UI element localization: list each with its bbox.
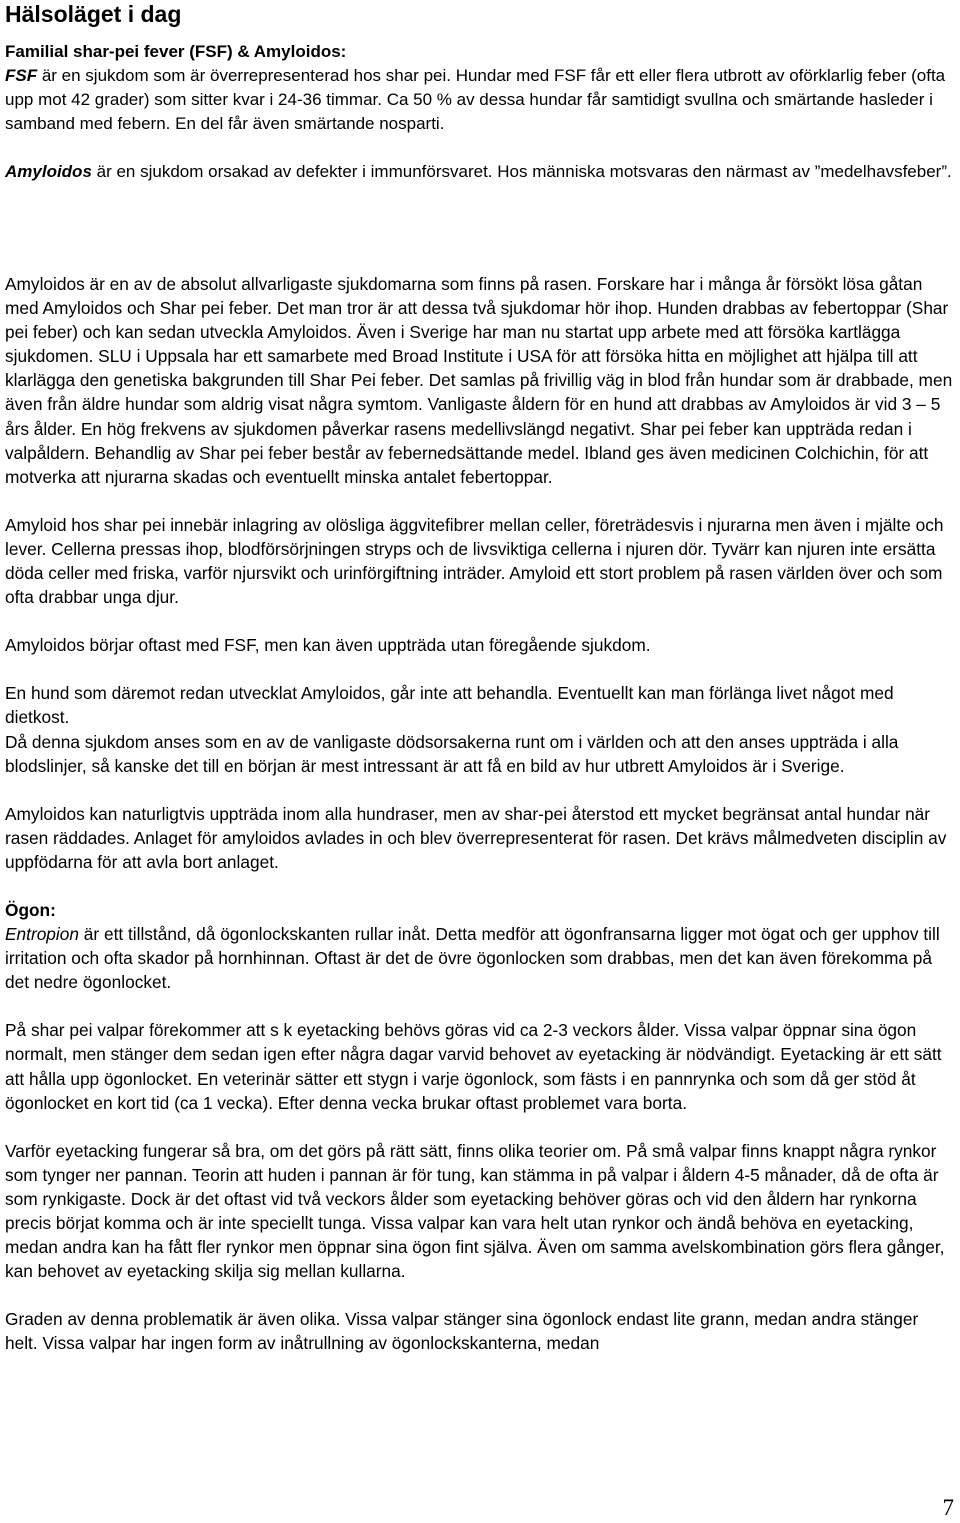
amyloidos-definition-text: är en sjukdom orsakad av defekter i immunförsvaret. Hos människa motsvaras den närmast av ”medelhavsfeber”. — [91, 162, 952, 181]
fsf-term: FSF — [5, 66, 38, 85]
entropion-paragraph — [5, 922, 955, 994]
body-section — [5, 272, 955, 1355]
body-paragraph: Amyloidos börjar oftast med FSF, men kan även uppträda utan föregående sjukdom. — [5, 635, 651, 656]
fsf-heading: Familial shar-pei fever (FSF) & Amyloidos: — [5, 42, 347, 61]
fsf-text: är en sjukdom som är överrepresenterad hos shar pei. Hundar med FSF får ett eller flera utbrott av oförklarlig feber (ofta upp mot 42 grader) som sitter kvar i 24-36 timmar. Ca 50 % av dessa hundar får samtidigt svullna och smärtande hasleder i samband med febern. En del får även smärtande nosparti. — [5, 66, 946, 133]
eyes-paragraph: Varför eyetacking fungerar så bra, om det görs på rätt sätt, finns olika teorier om. På små valpar finns knappt några rynkor som tynger ner pannan. Teorin att huden i pannan är för tung, kan stämma in på valpar i åldern 4-5 månader, då de ofta är som rynkigaste. Dock är det oftast vid två veckors ålder som eyetacking behöver göras och vid den åldern har rynkorna precis börjat komma och är inte speciellt tunga. Vissa valpar kan vara helt utan rynkor och ändå behöva en eyetacking, medan andra kan ha fått fler rynkor men öppnar sina ögon fint själva. Även om samma avelskombination görs flera gånger, kan behovet av eyetacking skilja sig mellan kullarna. — [5, 1140, 945, 1282]
body-paragraph: En hund som däremot redan utvecklat Amyloidos, går inte att behandla. Eventuellt kan man förlänga livet något med dietkost. — [5, 683, 894, 728]
body-paragraph: Då denna sjukdom anses som en av de vanligaste dödsorsakerna runt om i världen och att den anses uppträda i alla blodslinjer, så kanske det till en början är mest intressant är att få en bild av hur utbrett Amyloidos är i Sverige. — [5, 731, 899, 776]
amyloidos-definition — [5, 160, 955, 184]
fsf-section — [5, 40, 955, 184]
eyes-paragraph: Graden av denna problematik är även olika. Vissa valpar stänger sina ögonlock endast lite grann, medan andra stänger helt. Vissa valpar har ingen form av inåtrullning av ögonlockskanterna, medan — [5, 1309, 919, 1354]
body-paragraph: Amyloidos kan naturligtvis uppträda inom alla hundraser, men av shar-pei återstod ett mycket begränsat antal hundar när rasen räddades. Anlaget för amyloidos avlades in och blev överrepresenterat för rasen. Det krävs målmedveten disciplin av uppfödarna för att avla bort anlaget. — [5, 803, 947, 872]
body-paragraph: Amyloid hos shar pei innebär inlagring av olösliga äggvitefibrer mellan celler, företrädesvis i njurarna men även i mjälte och lever. Cellerna pressas ihop, blodförsörjningen stryps och de livsviktiga cellerna i njuren dör. Tyvärr kan njuren inte ersätta döda celler med friska, varför njursvikt och urinförgiftning inträder. Amyloid ett stort problem på rasen världen över och som ofta drabbar unga djur. — [5, 514, 944, 608]
eyes-paragraph: På shar pei valpar förekommer att s k eyetacking behövs göras vid ca 2-3 veckors ålder. Vissa valpar öppnar sina ögon normalt, men stänger dem sedan igen efter några dagar varvid behovet av eyetacking är nödvändigt. Eyetacking är ett sätt att hålla upp ögonlocket. En veterinär sätter ett stygn i varje ögonlock, som fästs i en pannrynka och som då ger stöd åt ögonlocket en kort tid (ca 1 vecka). Efter denna vecka brukar oftast problemet vara borta. — [5, 1020, 942, 1113]
body-paragraph: Amyloidos är en av de absolut allvarligaste sjukdomarna som finns på rasen. Forskare har i många år försökt lösa gåtan med Amyloidos och Shar pei feber. Det man tror är att dessa två sjukdomar hör ihop. Hunden drabbas av febertoppar (Shar pei feber) och kan sedan utveckla Amyloidos. Även i Sverige har man nu startat upp arbete med att försöka kartlägga sjukdomen. SLU i Uppsala har ett samarbete med Broad Institute i USA för att försöka hitta en möjlighet att hjälpa till att klarlägga den genetiska bakgrunden till Shar Pei feber. Det samlas på frivillig väg in blod från hundar som är drabbade, men även från äldre hundar som aldrig visat några symtom. Vanligaste åldern för en hund att drabbas av Amyloidos är vid 3 – 5 års ålder. En hög frekvens av sjukdomen påverkar rasens medellivslängd negativt. Shar pei feber kan uppträda redan i valpåldern. Behandlig av Shar pei feber består av febernedsättande medel. Ibland ges även medicinen Colchichin, för att motverka att njurarna skadas och eventuellt minska antalet febertoppar. — [5, 274, 953, 487]
page-title: Hälsoläget i dag — [5, 1, 182, 27]
eyes-heading: Ögon: — [5, 899, 56, 920]
page-number: 7 — [942, 1495, 954, 1520]
fsf-paragraph — [5, 64, 955, 136]
entropion-text: är ett tillstånd, då ögonlockskanten rullar inåt. Detta medför att ögonfransarna ligger mot ögat och ger upphov till irritation och ofta skador på hornhinnan. Oftast är det de övre ögonlocken som drabbas, men det kan även förekomma på det nedre ögonlocket. — [5, 924, 940, 993]
entropion-term: Entropion — [5, 924, 79, 945]
amyloidos-term: Amyloidos — [5, 162, 92, 181]
